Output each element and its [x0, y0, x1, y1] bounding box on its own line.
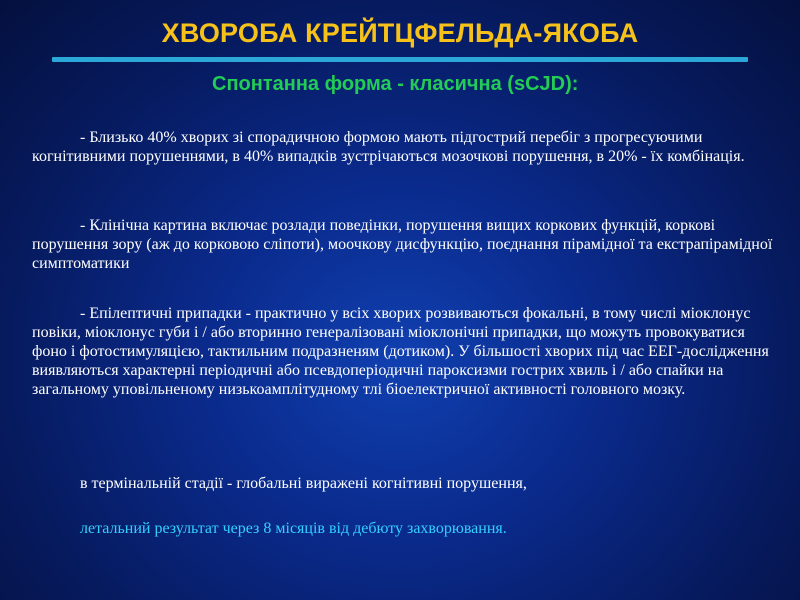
paragraph-cognitive: - Близько 40% хворих зі спорадичною формою мають підгострий перебіг з прогресуючими когнітивними порушеннями, в 40% випадків зустрічаються мозочкові порушення, в 20% - їх комбінація. — [32, 129, 745, 165]
title-underline — [52, 57, 748, 62]
slide-subtitle: Спонтанна форма - класична (sCJD): — [212, 73, 579, 95]
paragraph-terminal-stage: в термінальній стадії - глобальні виражені когнітивні порушення, — [80, 475, 527, 492]
paragraph-epileptic-seizures: - Епілептичні припадки - практично у всіх хворих розвиваються фокальні, в тому числі міоклонус повіки, міоклонус губи і / або вторинно генералізовані міоклонічні припадки, що можуть провокуватися фоно і фотостимуляцією, тактильним подразненям (дотиком). У більшості хворих під час ЕЕГ-дослідження виявляються характерні періодичні або псевдоперіодичні пароксизми гострих хвиль і / або спайки на загальному уповільненому низькоамплітудному тлі біоелектричної активності головного мозку. — [32, 305, 769, 398]
paragraph-lethal-outcome: летальний результат через 8 місяців від дебюту захворювання. — [80, 520, 507, 537]
slide-title: ХВОРОБА КРЕЙТЦФЕЛЬДА-ЯКОБА — [161, 18, 639, 48]
paragraph-clinical-picture: - Клінічна картина включає розлади поведінки, порушення вищих коркових функцій, коркові порушення зору (аж до корковою сліпоти), моочкову дисфункцію, поєднання пірамідної та екстрапірамідної симптоматики — [32, 217, 773, 272]
